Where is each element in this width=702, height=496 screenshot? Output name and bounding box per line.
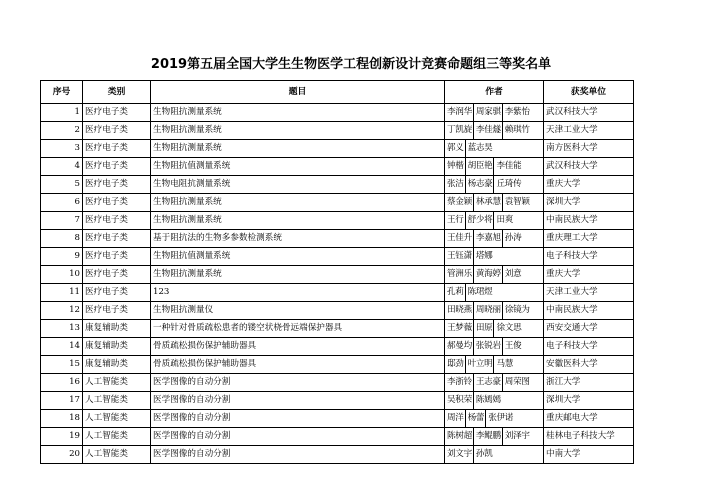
row-topic: 生物阻抗测量系统 <box>151 140 445 158</box>
author-name: 杨志豪 <box>465 176 493 193</box>
row-authors <box>445 374 544 392</box>
row-authors <box>445 230 544 248</box>
row-category: 康复辅助类 <box>83 338 151 356</box>
row-unit: 南方医科大学 <box>544 140 634 158</box>
author-name: 马慧 <box>493 356 513 373</box>
row-topic: 骨质疏松损伤保护辅助器具 <box>151 356 445 374</box>
row-category: 人工智能类 <box>83 410 151 428</box>
table-row <box>41 104 634 122</box>
row-unit: 中南大学 <box>544 446 634 464</box>
author-name: 李嘉旭 <box>473 230 501 247</box>
row-unit: 浙江大学 <box>544 374 634 392</box>
row-topic: 医学图像的自动分割 <box>151 392 445 410</box>
row-category: 康复辅助类 <box>83 356 151 374</box>
row-unit: 重庆邮电大学 <box>544 410 634 428</box>
row-authors <box>445 338 544 356</box>
table-row <box>41 356 634 374</box>
row-authors <box>445 410 544 428</box>
row-unit: 深圳大学 <box>544 392 634 410</box>
author-name: 周荣图 <box>502 374 530 391</box>
table-row <box>41 374 634 392</box>
row-authors <box>445 140 544 158</box>
author-name: 周家骐 <box>473 104 501 121</box>
row-category: 康复辅助类 <box>83 320 151 338</box>
table-row <box>41 320 634 338</box>
row-category: 医疗电子类 <box>83 140 151 158</box>
row-topic: 基于阻抗法的生物多参数检测系统 <box>151 230 445 248</box>
author-name: 徐镜为 <box>502 302 530 319</box>
row-unit: 电子科技大学 <box>544 248 634 266</box>
row-index: 14 <box>41 338 83 356</box>
row-category: 医疗电子类 <box>83 302 151 320</box>
author-name: 田原 <box>473 320 493 337</box>
header-index: 序号 <box>41 81 83 104</box>
header-category: 类别 <box>83 81 151 104</box>
row-index: 4 <box>41 158 83 176</box>
table-row <box>41 122 634 140</box>
row-index: 9 <box>41 248 83 266</box>
row-topic: 一种针对骨质疏松患者的镂空状桡骨远端保护器具 <box>151 320 445 338</box>
author-name: 王俊 <box>502 338 522 355</box>
row-index: 1 <box>41 104 83 122</box>
table-row <box>41 428 634 446</box>
row-authors <box>445 284 544 302</box>
row-unit: 天津工业大学 <box>544 122 634 140</box>
row-category: 人工智能类 <box>83 374 151 392</box>
author-name: 王行 <box>447 215 464 225</box>
table-row <box>41 392 634 410</box>
row-topic: 医学图像的自动分割 <box>151 374 445 392</box>
row-category: 人工智能类 <box>83 428 151 446</box>
header-unit: 获奖单位 <box>544 81 634 104</box>
author-name: 舒少将 <box>465 212 493 229</box>
row-category: 医疗电子类 <box>83 212 151 230</box>
row-topic: 生物阻抗测量系统 <box>151 266 445 284</box>
row-unit: 武汉科技大学 <box>544 158 634 176</box>
row-topic: 生物电阻抗测量系统 <box>151 176 445 194</box>
row-index: 3 <box>41 140 83 158</box>
author-name: 杨蕾 <box>465 410 485 427</box>
row-unit: 电子科技大学 <box>544 338 634 356</box>
table-row <box>41 446 634 464</box>
author-name: 丘琦传 <box>493 176 521 193</box>
table-row <box>41 230 634 248</box>
row-index: 8 <box>41 230 83 248</box>
row-authors <box>445 212 544 230</box>
row-unit: 重庆大学 <box>544 176 634 194</box>
author-name: 管洲乐 <box>447 269 472 279</box>
awards-table <box>40 80 634 464</box>
row-topic: 医学图像的自动分割 <box>151 428 445 446</box>
row-index: 17 <box>41 392 83 410</box>
row-authors <box>445 122 544 140</box>
row-authors <box>445 428 544 446</box>
row-category: 医疗电子类 <box>83 104 151 122</box>
table-row <box>41 410 634 428</box>
row-unit: 天津工业大学 <box>544 284 634 302</box>
row-topic: 生物阻抗测量系统 <box>151 122 445 140</box>
row-index: 5 <box>41 176 83 194</box>
author-name: 张洁 <box>447 179 464 189</box>
row-topic: 医学图像的自动分割 <box>151 410 445 428</box>
author-name: 田晓燕 <box>447 305 472 315</box>
author-name: 陈嫣嫣 <box>473 392 501 409</box>
row-category: 医疗电子类 <box>83 158 151 176</box>
table-row <box>41 194 634 212</box>
table-row <box>41 176 634 194</box>
table-row <box>41 158 634 176</box>
author-name: 周晓丽 <box>473 302 501 319</box>
author-name: 田爽 <box>493 212 513 229</box>
row-category: 医疗电子类 <box>83 122 151 140</box>
author-name: 李浙铃 <box>447 377 472 387</box>
author-name: 李鲲鹏 <box>473 428 501 445</box>
author-name: 袁智颖 <box>502 194 530 211</box>
row-index: 10 <box>41 266 83 284</box>
table-body <box>41 104 634 464</box>
row-index: 12 <box>41 302 83 320</box>
row-index: 6 <box>41 194 83 212</box>
row-category: 人工智能类 <box>83 446 151 464</box>
author-name: 周洋 <box>447 413 464 423</box>
author-name: 徐文思 <box>493 320 521 337</box>
row-unit: 桂林电子科技大学 <box>544 428 634 446</box>
author-name: 胡臣艳 <box>465 158 493 175</box>
author-name: 李润华 <box>447 107 472 117</box>
row-index: 18 <box>41 410 83 428</box>
row-authors <box>445 176 544 194</box>
author-name: 张锐岩 <box>473 338 501 355</box>
page-title: 2019第五届全国大学生生物医学工程创新设计竞赛命题组三等奖名单 <box>150 57 552 72</box>
row-authors <box>445 194 544 212</box>
author-name: 王梦薇 <box>447 323 472 333</box>
table-row <box>41 284 634 302</box>
author-name: 吴积荣 <box>447 395 472 405</box>
author-name: 叶立明 <box>465 356 493 373</box>
row-index: 2 <box>41 122 83 140</box>
author-name: 李紫怡 <box>502 104 530 121</box>
author-name: 邸劲 <box>447 359 464 369</box>
author-name: 郭义 <box>447 143 464 153</box>
row-unit: 武汉科技大学 <box>544 104 634 122</box>
row-topic: 生物阻抗测量系统 <box>151 212 445 230</box>
row-authors <box>445 356 544 374</box>
author-name: 蓝志昊 <box>465 140 493 157</box>
author-name: 陈树超 <box>447 431 472 441</box>
author-name: 李佳能 <box>493 158 521 175</box>
author-name: 孙涛 <box>502 230 522 247</box>
author-name: 陈珺煜 <box>465 284 493 301</box>
row-index: 15 <box>41 356 83 374</box>
author-name: 孔莉 <box>447 287 464 297</box>
row-category: 医疗电子类 <box>83 194 151 212</box>
row-unit: 深圳大学 <box>544 194 634 212</box>
author-name: 孙凯 <box>473 446 493 463</box>
author-name: 蔡金颖 <box>447 197 472 207</box>
author-name: 郝曼均 <box>447 341 472 351</box>
table-row <box>41 266 634 284</box>
author-name: 王钰潇 <box>447 251 472 261</box>
header-authors: 作者 <box>445 81 544 104</box>
row-authors <box>445 266 544 284</box>
row-authors <box>445 302 544 320</box>
row-category: 医疗电子类 <box>83 176 151 194</box>
table-row <box>41 302 634 320</box>
author-name: 刘文宇 <box>447 449 472 459</box>
table-row <box>41 140 634 158</box>
table-row <box>41 212 634 230</box>
row-index: 7 <box>41 212 83 230</box>
row-index: 19 <box>41 428 83 446</box>
row-index: 11 <box>41 284 83 302</box>
row-unit: 重庆大学 <box>544 266 634 284</box>
row-topic: 生物阻抗测量仪 <box>151 302 445 320</box>
row-unit: 中南民族大学 <box>544 212 634 230</box>
author-name: 林承慧 <box>473 194 501 211</box>
table-row <box>41 248 634 266</box>
row-category: 医疗电子类 <box>83 230 151 248</box>
row-unit: 安徽医科大学 <box>544 356 634 374</box>
table-header-row <box>41 81 634 104</box>
row-topic: 生物阻抗值测量系统 <box>151 158 445 176</box>
author-name: 丁凯旋 <box>447 125 472 135</box>
author-name: 王佳升 <box>447 233 472 243</box>
author-name: 刘泽宇 <box>502 428 530 445</box>
row-unit: 重庆理工大学 <box>544 230 634 248</box>
row-topic: 生物阻抗测量系统 <box>151 104 445 122</box>
author-name: 塔娜 <box>473 248 493 265</box>
row-topic: 生物阻抗测量系统 <box>151 194 445 212</box>
header-topic: 题目 <box>151 81 445 104</box>
row-authors <box>445 446 544 464</box>
author-name: 王志豪 <box>473 374 501 391</box>
row-category: 医疗电子类 <box>83 284 151 302</box>
author-name: 张伊诺 <box>485 410 513 427</box>
author-name: 刘意 <box>502 266 522 283</box>
row-authors <box>445 392 544 410</box>
row-index: 20 <box>41 446 83 464</box>
row-index: 13 <box>41 320 83 338</box>
table-row <box>41 338 634 356</box>
author-name: 赖琪竹 <box>502 122 530 139</box>
row-category: 医疗电子类 <box>83 266 151 284</box>
row-unit: 中南民族大学 <box>544 302 634 320</box>
row-authors <box>445 320 544 338</box>
row-unit: 西安交通大学 <box>544 320 634 338</box>
row-topic: 骨质疏松损伤保护辅助器具 <box>151 338 445 356</box>
row-topic: 医学图像的自动分割 <box>151 446 445 464</box>
row-authors <box>445 248 544 266</box>
author-name: 钟楷 <box>447 161 464 171</box>
row-index: 16 <box>41 374 83 392</box>
row-category: 医疗电子类 <box>83 248 151 266</box>
row-topic: 123 <box>151 284 445 302</box>
author-name: 黄海婷 <box>473 266 501 283</box>
row-category: 人工智能类 <box>83 392 151 410</box>
author-name: 李佳燧 <box>473 122 501 139</box>
row-authors <box>445 104 544 122</box>
row-authors <box>445 158 544 176</box>
row-topic: 生物阻抗值测量系统 <box>151 248 445 266</box>
